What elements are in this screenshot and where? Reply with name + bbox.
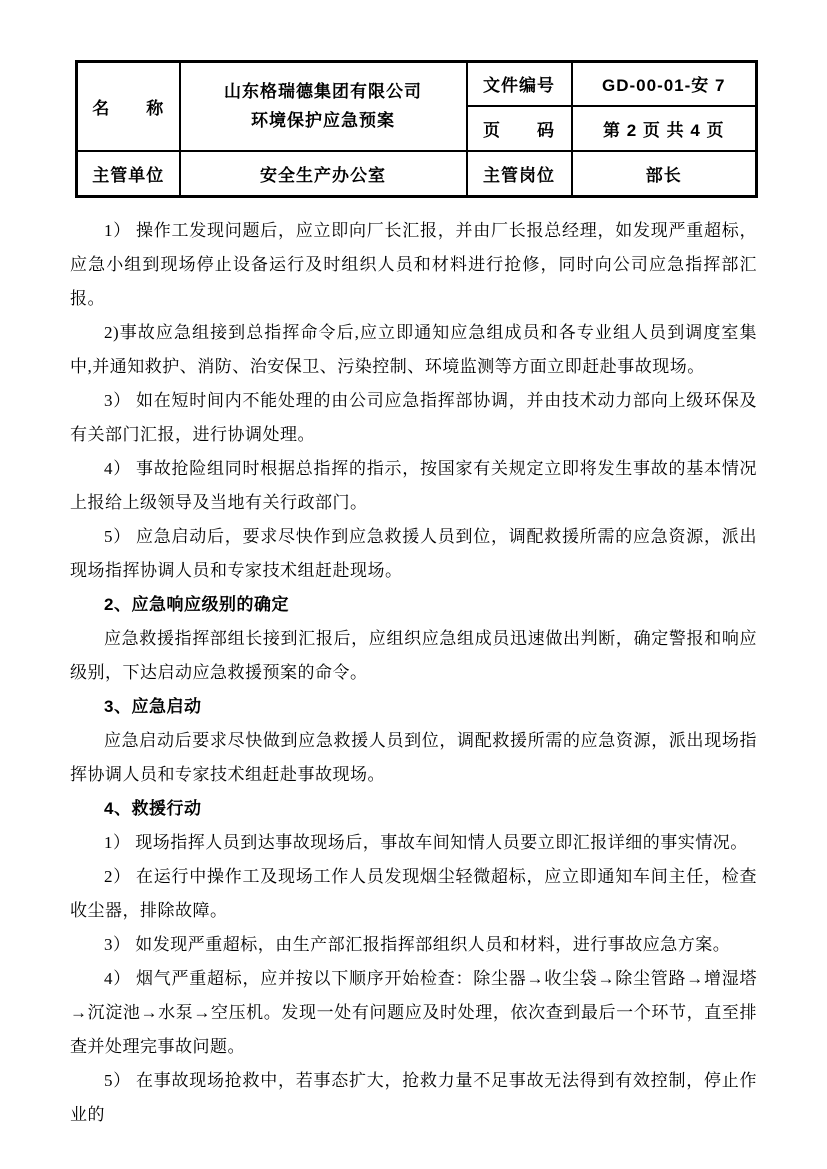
doc-number-value: GD-00-01-安 7 bbox=[572, 62, 757, 106]
supervising-unit-label: 主管单位 bbox=[77, 151, 180, 197]
paragraph-11: 4） 烟气严重超标，应并按以下顺序开始检查：除尘器→收尘袋→除尘管路→增湿塔→沉淀池→水泵→空压机。发现一处有问题应及时处理，依次查到最后一个环节，直至排查并处理完事故问题。 bbox=[70, 969, 757, 1056]
paragraph-2: 2)事故应急组接到总指挥命令后,应立即通知应急组成员和各专业组人员到调度室集中,并通知救护、消防、治安保卫、污染控制、环境监测等方面立即赶赴事故现场。 bbox=[70, 323, 757, 376]
paragraph-12: 5） 在事故现场抢救中，若事态扩大，抢救力量不足事故无法得到有效控制，停止作业的 bbox=[70, 1071, 757, 1124]
doc-number-label: 文件编号 bbox=[467, 62, 572, 106]
page-number-label: 页 码 bbox=[467, 106, 572, 151]
page-number-value: 第 2 页 共 4 页 bbox=[572, 106, 757, 151]
paragraph-3: 3） 如在短时间内不能处理的由公司应急指挥部协调，并由技术动力部向上级环保及有关部门汇报，进行协调处理。 bbox=[70, 391, 757, 444]
document-title-line2: 环境保护应急预案 bbox=[251, 111, 395, 131]
paragraph-9: 2） 在运行中操作工及现场工作人员发现烟尘轻微超标，应立即通知车间主任，检查收尘器，排除故障。 bbox=[70, 867, 757, 920]
document-title bbox=[180, 62, 467, 151]
section-heading-emergency-start: 3、应急启动 bbox=[104, 697, 202, 716]
header-table bbox=[75, 60, 758, 198]
supervising-post-label: 主管岗位 bbox=[467, 151, 572, 197]
paragraph-10: 3） 如发现严重超标，由生产部汇报指挥部组织人员和材料，进行事故应急方案。 bbox=[104, 935, 731, 954]
paragraph-6: 应急救援指挥部组长接到汇报后，应组织应急组成员迅速做出判断，确定警报和响应级别，下达启动应急救援预案的命令。 bbox=[70, 629, 757, 682]
document-body bbox=[70, 214, 757, 1132]
paragraph-5: 5） 应急启动后，要求尽快作到应急救援人员到位，调配救援所需的应急资源，派出现场指挥协调人员和专家技术组赶赴现场。 bbox=[70, 527, 757, 580]
supervising-post-value: 部长 bbox=[572, 151, 757, 197]
document-title-line1: 山东格瑞德集团有限公司 bbox=[224, 82, 422, 102]
supervising-unit-value: 安全生产办公室 bbox=[180, 151, 467, 197]
paragraph-1: 1） 操作工发现问题后，应立即向厂长汇报，并由厂长报总经理，如发现严重超标，应急小组到现场停止设备运行及时组织人员和材料进行抢修，同时向公司应急指挥部汇报。 bbox=[70, 221, 757, 308]
paragraph-8: 1） 现场指挥人员到达事故现场后，事故车间知情人员要立即汇报详细的事实情况。 bbox=[104, 833, 748, 852]
section-heading-rescue-action: 4、救援行动 bbox=[104, 799, 202, 818]
name-label: 名 称 bbox=[77, 62, 180, 151]
paragraph-7: 应急启动后要求尽快做到应急救援人员到位，调配救援所需的应急资源，派出现场指挥协调人员和专家技术组赶赴事故现场。 bbox=[70, 731, 757, 784]
section-heading-response-level: 2、应急响应级别的确定 bbox=[104, 595, 289, 614]
paragraph-4: 4） 事故抢险组同时根据总指挥的指示，按国家有关规定立即将发生事故的基本情况上报给上级领导及当地有关行政部门。 bbox=[70, 459, 757, 512]
